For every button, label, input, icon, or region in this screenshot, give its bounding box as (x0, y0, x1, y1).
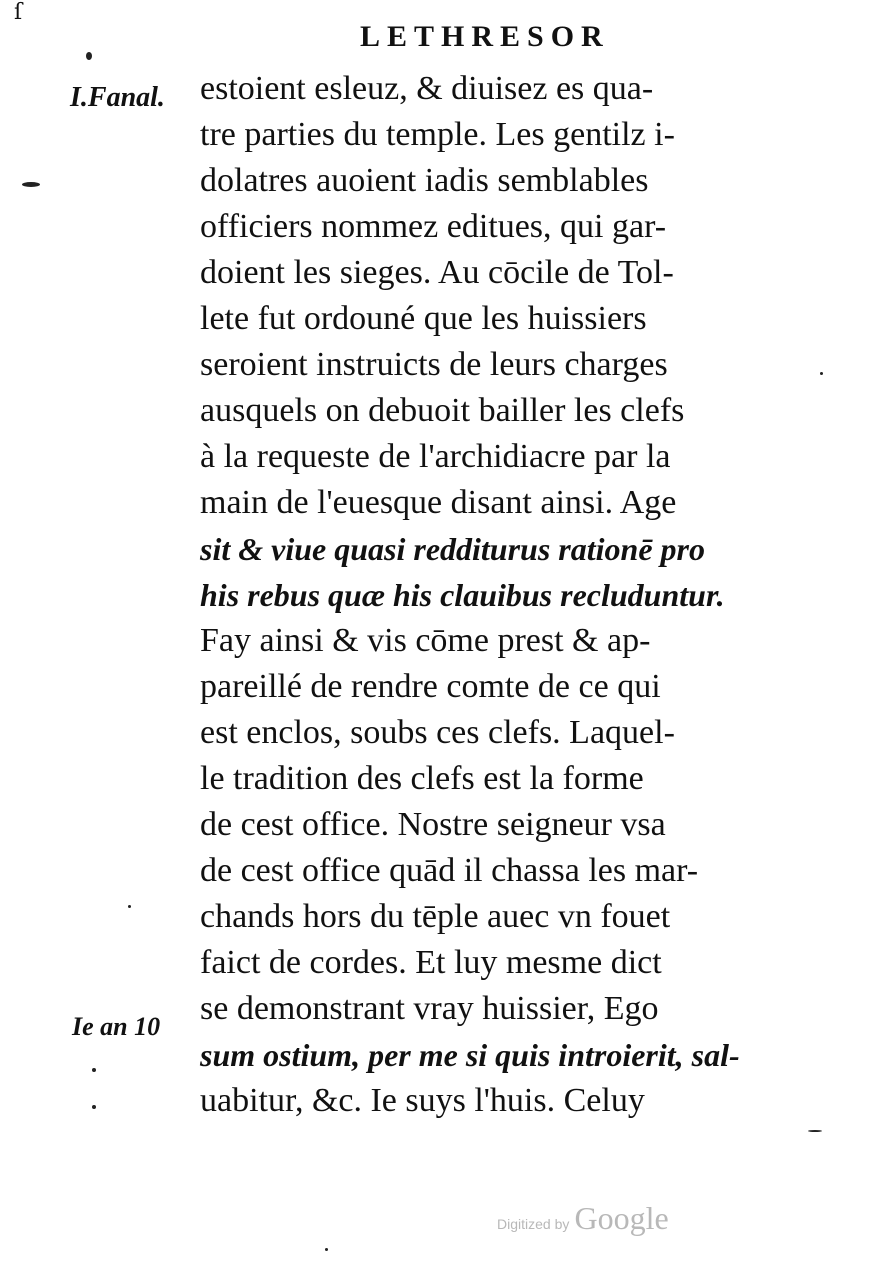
margin-note-fanal: I.Fanal. (70, 82, 165, 113)
latin-text-line: sit & viue quasi redditurus rationē pro (200, 531, 705, 567)
text-line: seroient instruicts de leurs charges (200, 346, 668, 383)
digitized-watermark (497, 1200, 669, 1237)
scan-speck (808, 1130, 822, 1132)
scan-speck (22, 182, 40, 187)
text-line: tre parties du temple. Les gentilz i- (200, 116, 675, 153)
text-line: se demonstrant vray huissier, Ego (200, 990, 659, 1027)
text-line: faict de cordes. Et luy mesme dict (200, 944, 662, 981)
text-line: officiers nommez editues, qui gar- (200, 208, 667, 245)
margin-note-jean: Ie an 10 (72, 1012, 161, 1041)
text-line: est enclos, soubs ces clefs. Laquel- (200, 714, 675, 751)
scan-speck (86, 52, 92, 60)
text-line: lete fut ordouné que les huissiers (200, 300, 647, 337)
text-line: le tradition des clefs est la forme (200, 760, 644, 797)
text-line: de cest office. Nostre seigneur vsa (200, 806, 666, 843)
corner-ink-mark: ſ (14, 0, 23, 25)
text-line: main de l'euesque disant ainsi. Age (200, 484, 677, 521)
text-line: uabitur, &c. Ie suys l'huis. Celuy (200, 1082, 645, 1119)
google-logo-text: Google (574, 1200, 669, 1236)
scan-speck (92, 1105, 96, 1109)
running-title: LETHRESOR (360, 20, 610, 53)
text-line: doient les sieges. Au cōcile de Tol- (200, 254, 674, 291)
text-line: ausquels on debuoit bailler les clefs (200, 392, 685, 429)
text-line: chands hors du tēple auec vn fouet (200, 898, 671, 935)
watermark-prefix: Digitized by (497, 1216, 570, 1232)
text-line: de cest office quād il chassa les mar- (200, 852, 699, 889)
text-line: Fay ainsi & vis cōme prest & ap- (200, 622, 651, 659)
text-line: estoient esleuz, & diuisez es qua- (200, 70, 654, 107)
scan-speck (92, 1068, 96, 1072)
scan-speck (325, 1248, 328, 1251)
text-line: dolatres auoient iadis semblables (200, 162, 649, 199)
text-line: à la requeste de l'archidiacre par la (200, 438, 671, 475)
latin-text-line: sum ostium, per me si quis introierit, sal- (200, 1037, 740, 1073)
scan-speck (820, 372, 823, 375)
latin-text-line: his rebus quæ his clauibus recluduntur. (200, 577, 725, 613)
body-text (200, 66, 820, 1124)
text-line: pareillé de rendre comte de ce qui (200, 668, 661, 705)
scan-speck (128, 905, 131, 908)
